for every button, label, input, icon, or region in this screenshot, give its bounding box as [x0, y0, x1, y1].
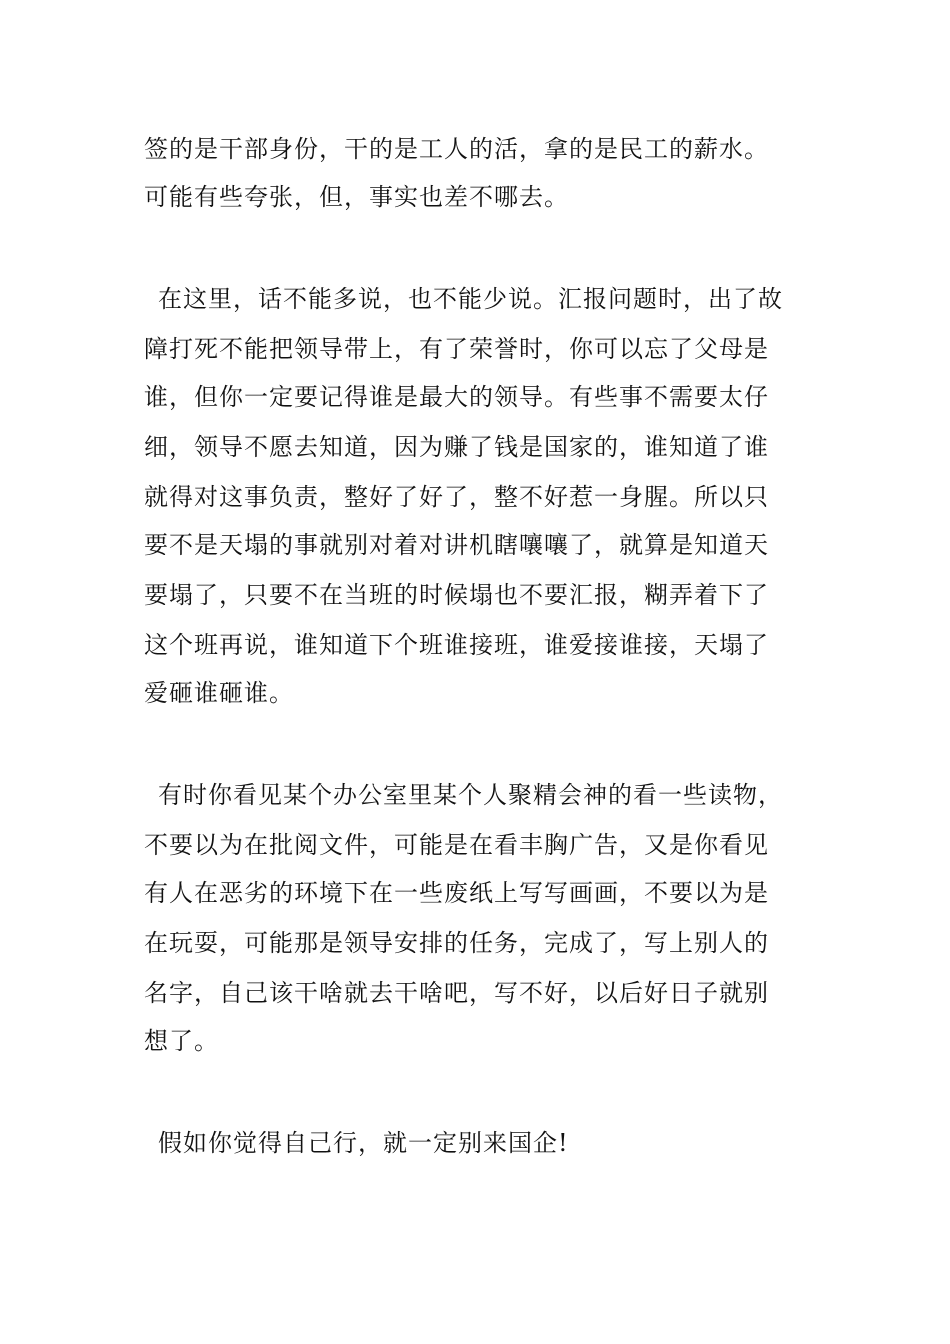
paragraph-3-line-3: 有人在恶劣的环境下在一些废纸上写写画画，不要以为是 — [144, 879, 769, 907]
paragraph-2-line-2: 障打死不能把领导带上，有了荣誉时，你可以忘了父母是 — [144, 335, 769, 363]
paragraph-1-line-1: 签的是干部身份，干的是工人的活，拿的是民工的薪水。 — [144, 135, 769, 163]
paragraph-4-line-1: 假如你觉得自己行，就一定别来国企! — [158, 1129, 569, 1157]
paragraph-2-line-9: 爱砸谁砸谁。 — [144, 679, 294, 707]
paragraph-2-line-3: 谁，但你一定要记得谁是最大的领导。有些事不需要太仔 — [144, 383, 769, 411]
paragraph-2-line-6: 要不是天塌的事就别对着对讲机瞎嚷嚷了，就算是知道天 — [144, 531, 769, 559]
paragraph-2-line-7: 要塌了，只要不在当班的时候塌也不要汇报，糊弄着下了 — [144, 581, 769, 609]
paragraph-2-line-5: 就得对这事负责，整好了好了，整不好惹一身腥。所以只 — [144, 483, 769, 511]
paragraph-3-line-1: 有时你看见某个办公室里某个人聚精会神的看一些读物， — [158, 781, 783, 809]
paragraph-2-line-8: 这个班再说，谁知道下个班谁接班，谁爱接谁接，天塌了 — [144, 631, 769, 659]
paragraph-3-line-5: 名字，自己该干啥就去干啥吧，写不好，以后好日子就别 — [144, 979, 769, 1007]
paragraph-2-line-4: 细，领导不愿去知道，因为赚了钱是国家的，谁知道了谁 — [144, 433, 769, 461]
paragraph-3-line-6: 想了。 — [144, 1027, 219, 1055]
paragraph-2-line-1: 在这里，话不能多说，也不能少说。汇报问题时，出了故 — [158, 285, 783, 313]
paragraph-1-line-2: 可能有些夸张，但，事实也差不哪去。 — [144, 183, 569, 211]
paragraph-3-line-2: 不要以为在批阅文件，可能是在看丰胸广告，又是你看见 — [144, 831, 769, 859]
paragraph-3-line-4: 在玩耍，可能那是领导安排的任务，完成了，写上别人的 — [144, 929, 769, 957]
